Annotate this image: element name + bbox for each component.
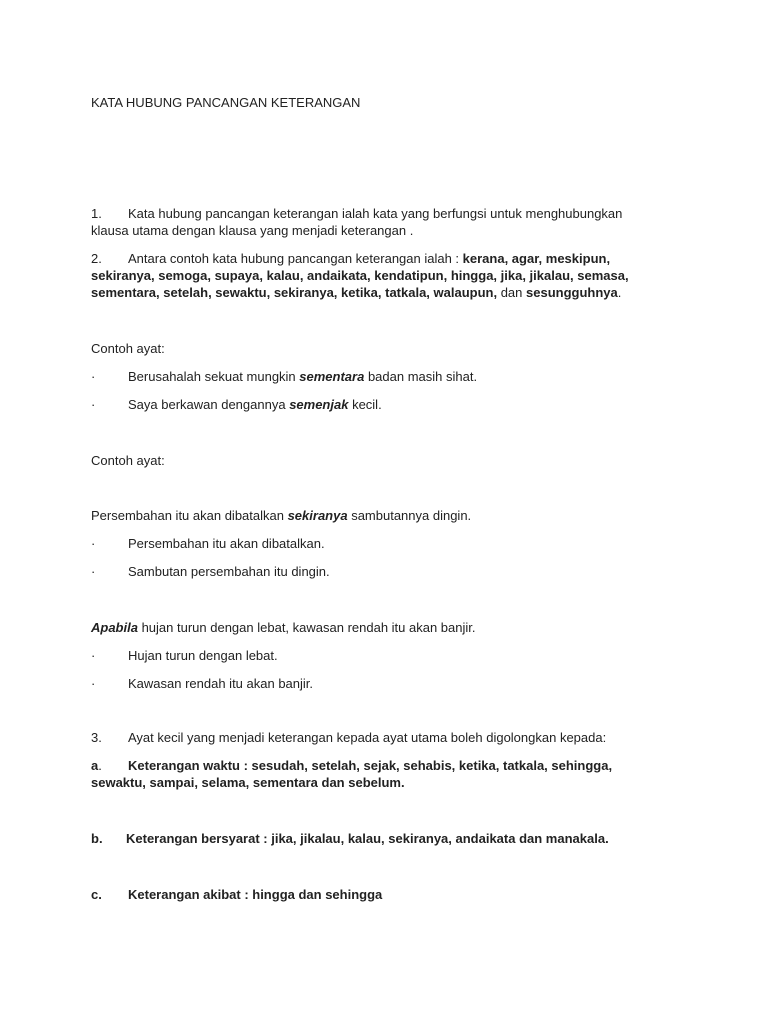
example-2-sentence-2 [91,619,476,636]
item-3c-text: Keterangan akibat : hingga dan sehingga [128,887,383,902]
example-2-bullet-4: Kawasan rendah itu akan banjir. [128,676,314,691]
bullet-text-post: badan masih sihat. [364,369,478,384]
bullet-dot: · [91,369,96,384]
bullet-text-post: kecil. [348,397,382,412]
item-3b-text: Keterangan bersyarat : jika, jikalau, kalau, sekiranya, andaikata dan manakala. [126,831,609,846]
sentence-text-post: hujan turun dengan lebat, kawasan rendah itu akan banjir. [137,620,476,635]
item-3-number: 3. [91,730,102,745]
sentence-text-post: sambutannya dingin. [347,508,472,523]
example-1-heading: Contoh ayat: [91,341,165,356]
bullet-dot: · [91,397,96,412]
example-2-heading: Contoh ayat: [91,453,165,468]
item-3-text: Ayat kecil yang menjadi keterangan kepada ayat utama boleh digolongkan kepada: [128,730,607,745]
item-2-bold-3: sementara, setelah, sewaktu, sekiranya, ketika, tatkala, walaupun, [91,285,498,300]
bullet-dot: · [91,676,96,691]
item-3a-letter: a [91,758,99,773]
item-2-number: 2. [91,251,102,266]
bullet-dot: · [91,536,96,551]
page-title: KATA HUBUNG PANCANGAN KETERANGAN [91,95,361,110]
example-2-bullet-1: Persembahan itu akan dibatalkan. [128,536,325,551]
bullet-dot: · [91,648,96,663]
item-2-bold-1: kerana, agar, meskipun, [462,251,611,266]
sentence-text-pre: Persembahan itu akan dibatalkan [91,508,288,523]
example-2-bullet-3: Hujan turun dengan lebat. [128,648,278,663]
item-3a-line-1: Keterangan waktu : sesudah, setelah, sejak, sehabis, ketika, tatkala, sehingga, [128,758,613,773]
item-3c-label: c. [91,887,102,902]
bullet-dot: · [91,564,96,579]
bullet-text-pre: Saya berkawan dengannya [128,397,290,412]
item-3a-label [91,757,102,774]
item-2-bold-4: sesungguhnya [526,285,618,300]
item-3a-line-2: sewaktu, sampai, selama, sementara dan sebelum. [91,775,405,790]
item-1-line-2: klausa utama dengan klausa yang menjadi keterangan . [91,223,414,238]
bullet-keyword: semenjak [289,397,349,412]
item-3a-dot: . [98,758,102,773]
sentence-keyword: Apabila [91,620,138,635]
bullet-keyword: sementara [299,369,365,384]
item-2-line-3 [91,284,621,301]
example-2-sentence-1 [91,507,471,524]
item-2-lead: Antara contoh kata hubung pancangan keterangan ialah : [128,251,463,266]
item-1-number: 1. [91,206,102,221]
item-2-end: . [617,285,622,300]
item-3b-label: b. [91,831,103,846]
item-2-bold-2: sekiranya, semoga, supaya, kalau, andaikata, kendatipun, hingga, jika, jikalau, semasa, [91,268,629,283]
example-1-bullet-2 [128,396,382,413]
item-2-dan: dan [497,285,527,300]
example-1-bullet-1 [128,368,477,385]
bullet-text-pre: Berusahalah sekuat mungkin [128,369,300,384]
item-1-line-1: Kata hubung pancangan keterangan ialah kata yang berfungsi untuk menghubungkan [128,206,623,221]
example-2-bullet-2: Sambutan persembahan itu dingin. [128,564,330,579]
sentence-keyword: sekiranya [287,508,348,523]
item-2-line-1 [128,250,610,267]
